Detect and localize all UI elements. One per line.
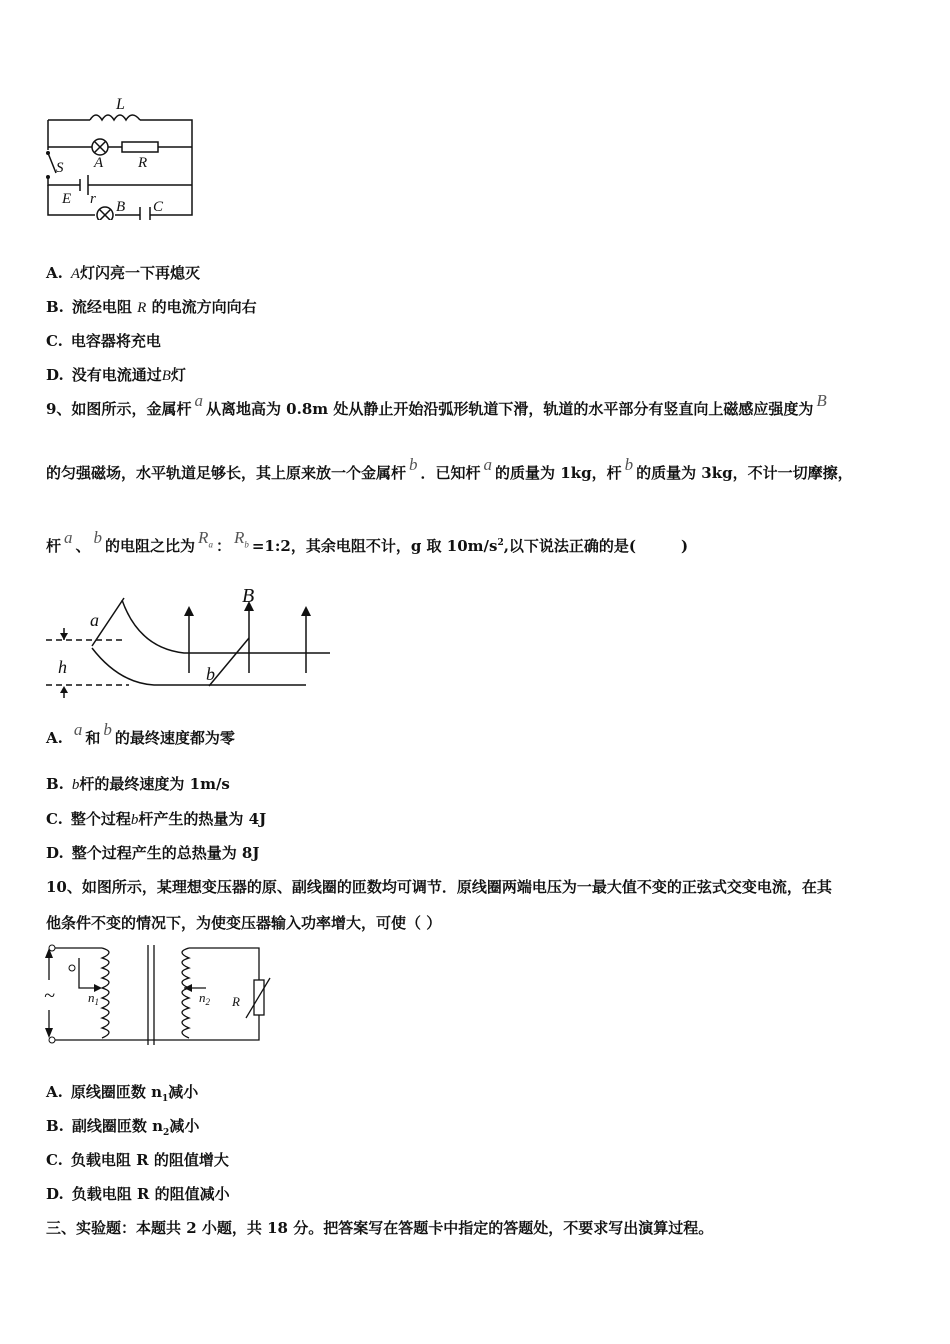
q8-option-a[interactable] (46, 262, 200, 283)
option-letter: A. (46, 1083, 63, 1101)
var-b: b (103, 720, 112, 739)
label-S: S (56, 160, 64, 176)
label-B: B (242, 585, 255, 607)
label-n2: $n_2$ (199, 990, 210, 1007)
text: ,以下说法正确的是( ) (503, 537, 689, 555)
option-letter: D. (46, 844, 64, 862)
var-a: a (194, 391, 203, 410)
q8-option-c[interactable] (46, 330, 161, 351)
transformer-diagram-q10 (44, 940, 274, 1050)
label-h: h (58, 657, 67, 677)
label-n1: $n_1$ (88, 990, 99, 1007)
var-a: a (73, 720, 83, 739)
option-text: 灯 (170, 366, 186, 384)
option-text: 减小 (168, 1083, 199, 1101)
section-heading: 三、实验题：本题共 2 小题，共 18 分。把答案写在答题卡中指定的答题处，不要求写出演算过程。 (46, 1219, 714, 1237)
text: R (198, 528, 209, 547)
option-letter: B. (46, 775, 64, 793)
option-text: 杆产生的热量为 4J (138, 810, 267, 828)
text: 9、如图所示，金属杆 (46, 400, 192, 418)
label-C: C (153, 199, 164, 215)
q9-stem-line1 (46, 391, 830, 419)
text: R (233, 528, 245, 547)
q10-option-b[interactable] (46, 1115, 199, 1138)
option-text: 的电流方向向右 (151, 298, 257, 316)
text: a (208, 539, 213, 550)
rail-diagram-q9 (44, 578, 334, 703)
label-r: r (90, 191, 96, 207)
option-letter: B. (46, 298, 64, 316)
label-B: B (116, 199, 126, 215)
var-b: b (624, 455, 634, 474)
option-letter: D. (46, 1185, 64, 1203)
q8-option-d[interactable] (46, 364, 186, 385)
text: 的质量为 3kg，不计一切摩擦， (636, 464, 853, 482)
circuit-diagram-q8 (40, 95, 200, 220)
label-A: A (94, 155, 104, 171)
var-a: a (64, 528, 73, 547)
text: 的质量为 1kg，杆 (495, 464, 622, 482)
text: 的电阻之比为 (105, 537, 196, 555)
option-letter: A. (46, 729, 63, 747)
var: b (71, 777, 80, 793)
option-letter: D. (46, 366, 64, 384)
option-text: 减小 (169, 1117, 200, 1135)
q9-stem-line2 (46, 455, 853, 483)
text: b (244, 539, 249, 550)
q10-stem-line1: 10、如图所示，某理想变压器的原、副线圈的匝数均可调节．原线圈两端电压为一最大值不变的正弦式交变电流，在其 (46, 878, 832, 896)
option-letter: B. (46, 1117, 64, 1135)
option-letter: C. (46, 332, 63, 350)
option-text: 灯闪亮一下再熄灭 (80, 264, 201, 282)
q9-option-d[interactable] (46, 842, 259, 863)
subscript: 1 (162, 1094, 169, 1104)
var-b: b (93, 528, 103, 547)
q9-stem-line3 (46, 528, 689, 557)
option-text: 整个过程产生的总热量为 8J (71, 844, 260, 862)
option-text: 流经电阻 (71, 298, 132, 316)
var-Rb (233, 528, 249, 550)
var: A (70, 266, 81, 282)
var: B (161, 368, 171, 384)
option-letter: A. (46, 264, 63, 282)
option-letter: C. (46, 810, 63, 828)
text: 2 (497, 538, 504, 548)
ac-source-symbol: ~ (44, 985, 55, 1007)
text: 杆 (46, 537, 62, 555)
var: b (130, 812, 139, 828)
option-text: 的最终速度都为零 (114, 729, 235, 747)
text: 从离地高为 0.8m 处从静止开始沿弧形轨道下滑，轨道的水平部分有竖直向上磁感应强度为 (205, 400, 814, 418)
var-a: a (483, 455, 493, 474)
text: 的匀强磁场，水平轨道足够长，其上原来放一个金属杆 (46, 464, 407, 482)
q9-option-c[interactable] (46, 808, 266, 829)
q9-option-b[interactable] (46, 773, 230, 794)
q10-option-a[interactable] (46, 1081, 198, 1104)
var-B: B (816, 391, 827, 410)
q10-option-c[interactable] (46, 1149, 229, 1170)
option-letter: C. (46, 1151, 63, 1169)
label-R: R (138, 155, 148, 171)
option-text: 负载电阻 R 的阻值增大 (70, 1151, 229, 1169)
option-text: 杆的最终速度为 1m/s (79, 775, 230, 793)
var-b: b (409, 455, 418, 474)
option-text: 和 (85, 729, 101, 747)
option-text: 电容器将充电 (70, 332, 161, 350)
label-a: a (90, 610, 99, 630)
text: ．已知杆 (420, 464, 481, 482)
label-b: b (206, 664, 215, 684)
option-text: 整个过程 (70, 810, 131, 828)
subscript: 2 (163, 1128, 170, 1138)
q9-option-a[interactable] (46, 720, 235, 748)
option-text: 没有电流通过 (71, 366, 162, 384)
q8-option-b[interactable] (46, 296, 257, 317)
label-E: E (62, 191, 72, 207)
text: ： (215, 537, 231, 555)
option-text: 副线圈匝数 n (71, 1117, 164, 1135)
var: R (137, 300, 147, 316)
var-Ra (198, 528, 213, 550)
label-L: L (116, 96, 125, 113)
label-R: R (232, 994, 240, 1009)
option-text: 原线圈匝数 n (70, 1083, 163, 1101)
q10-stem-line2: 他条件不变的情况下，为使变压器输入功率增大，可使（ ） (46, 914, 442, 932)
q10-option-d[interactable] (46, 1183, 230, 1204)
option-text: 负载电阻 R 的阻值减小 (71, 1185, 230, 1203)
text: 、 (75, 537, 91, 555)
text: =1:2，其余电阻不计，g 取 10m/s (251, 537, 498, 555)
